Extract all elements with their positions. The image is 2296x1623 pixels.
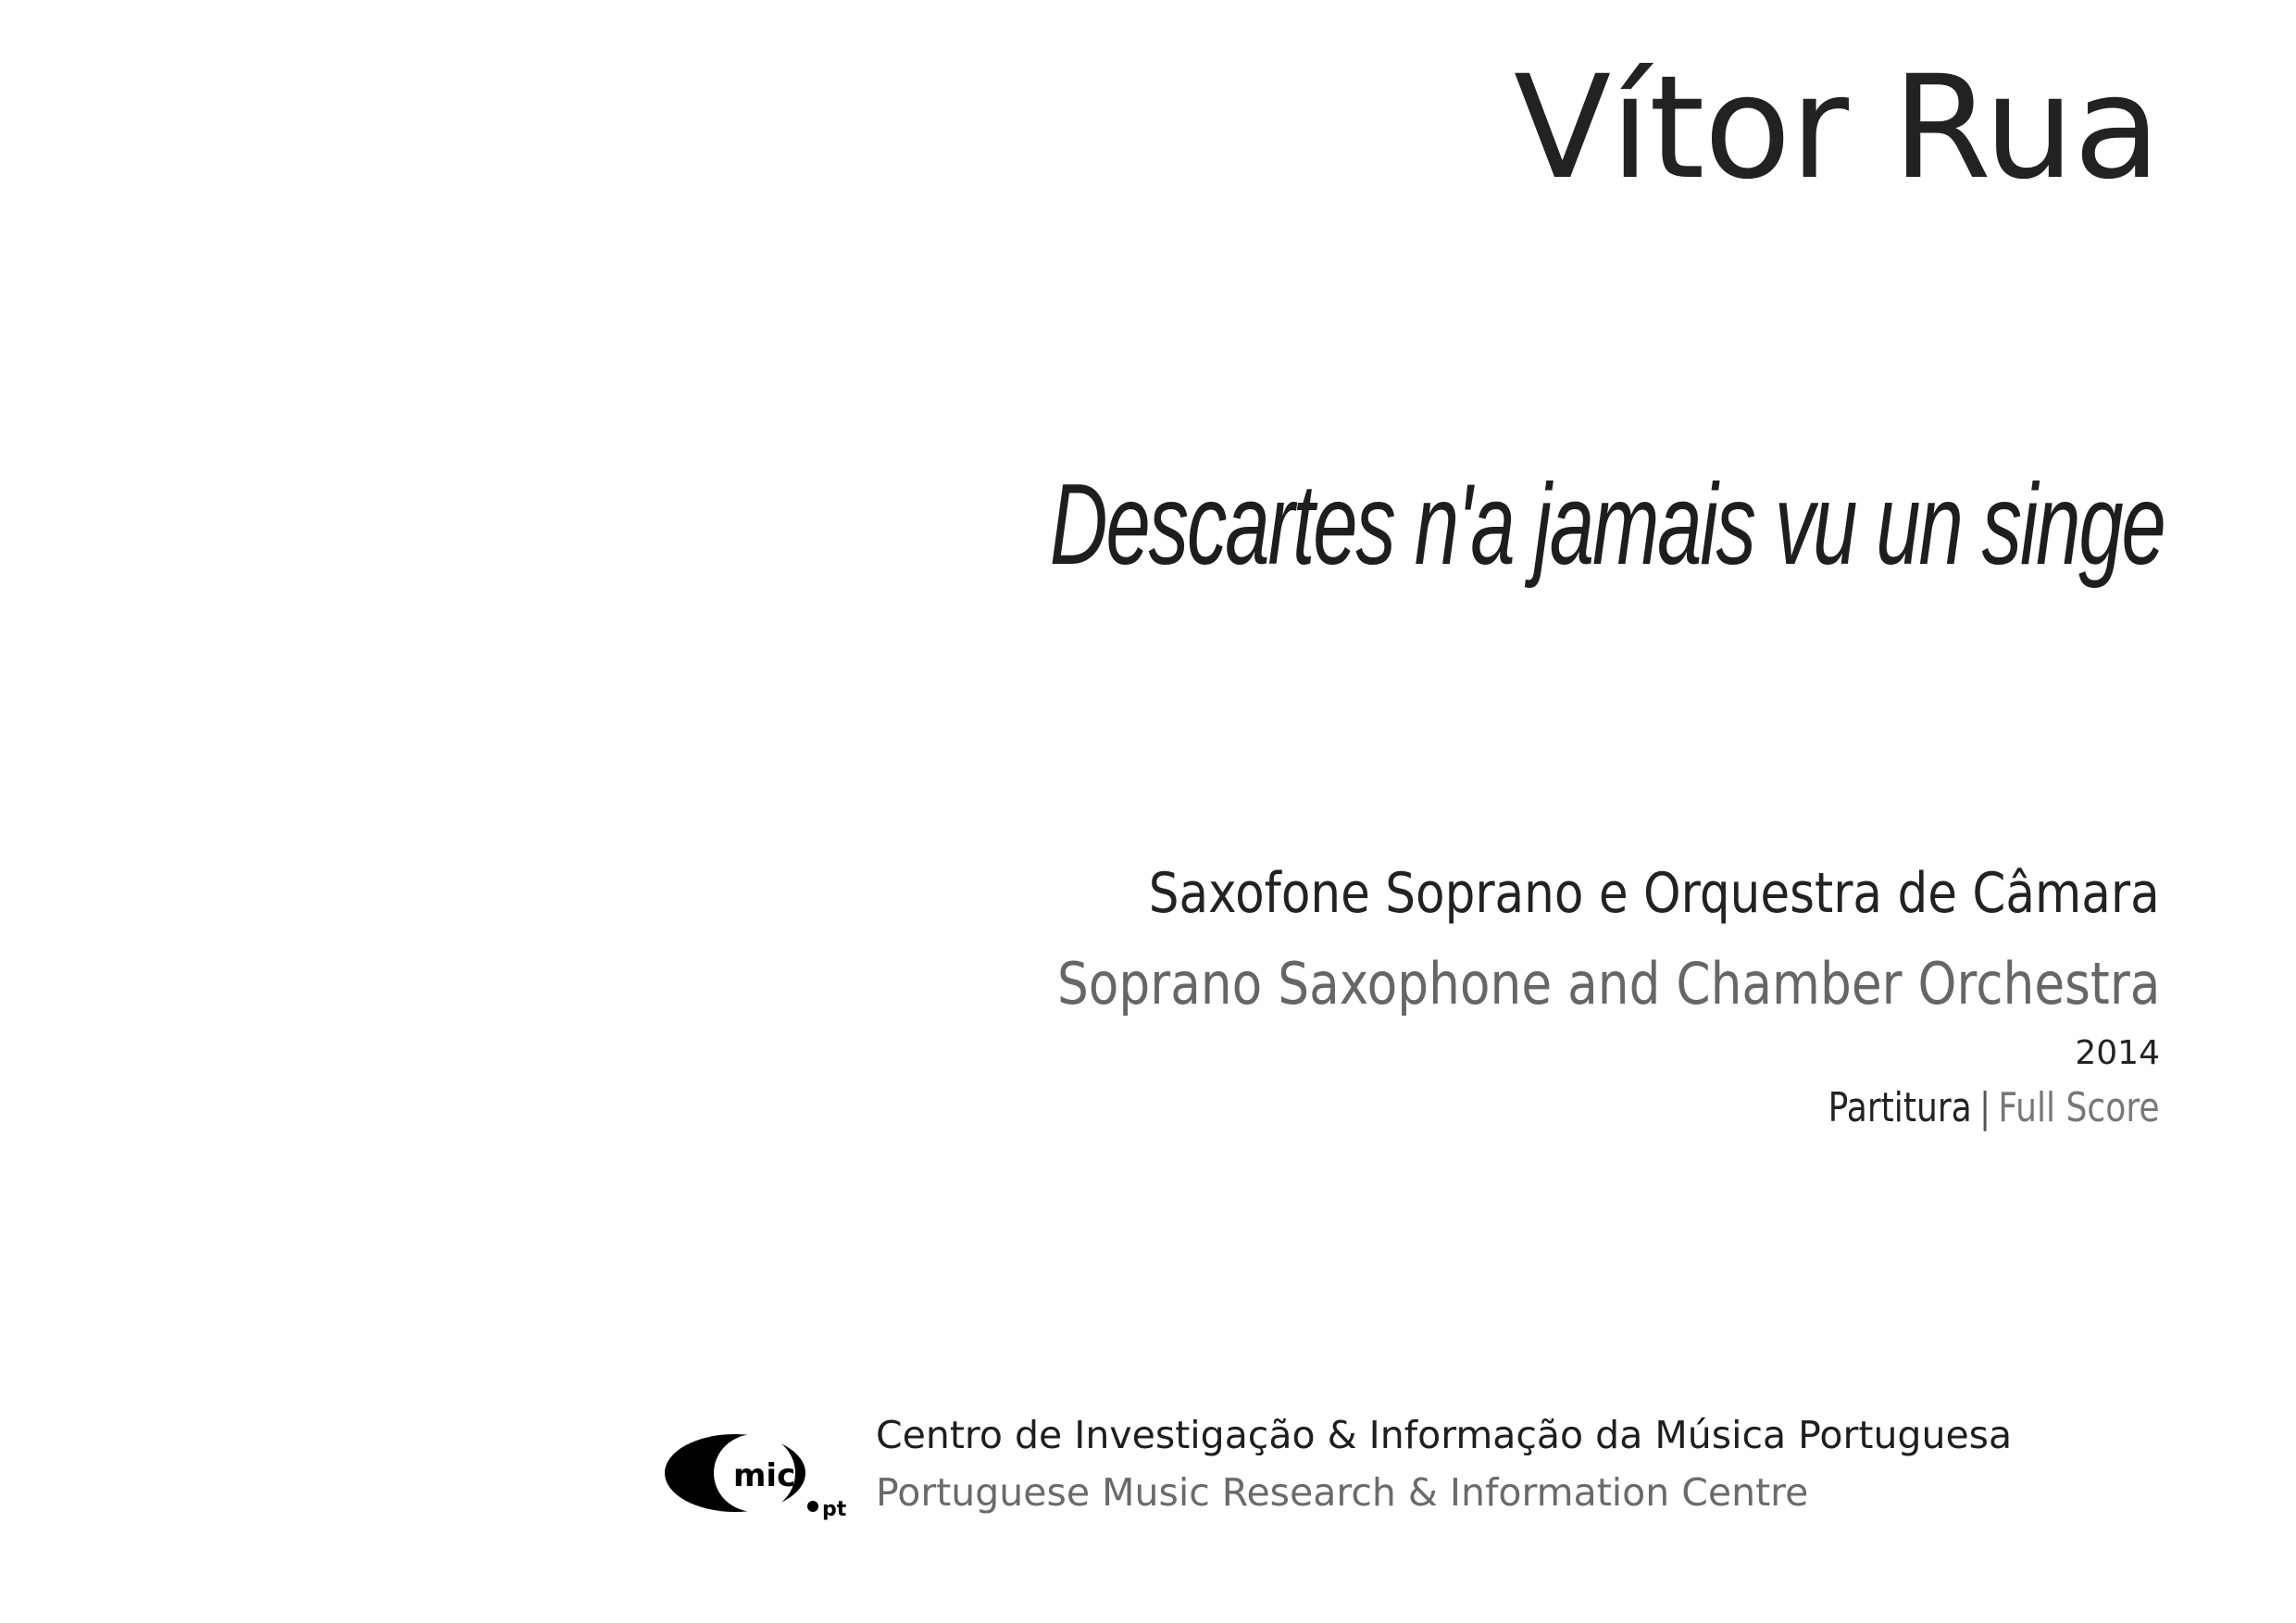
instrumentation-english: Soprano Saxophone and Chamber Orchestra bbox=[1056, 950, 2160, 1017]
composer-name: Vítor Rua bbox=[1513, 45, 2160, 211]
publisher-name-portuguese: Centro de Investigação & Informação da Música Portuguesa bbox=[876, 1413, 2013, 1457]
score-type-english: Full Score bbox=[1998, 1084, 2160, 1131]
composition-year: 2014 bbox=[2075, 1034, 2160, 1072]
work-title: Descartes n'a jamais vu un singe bbox=[1050, 461, 2165, 589]
score-type-separator: | bbox=[1979, 1084, 1991, 1131]
mic-pt-logo bbox=[659, 1430, 854, 1532]
logo-suffix: pt bbox=[822, 1498, 847, 1521]
publisher-name-english: Portuguese Music Research & Information Centre bbox=[876, 1470, 1809, 1515]
logo-text: mic bbox=[733, 1457, 796, 1494]
score-type bbox=[1828, 1084, 2160, 1131]
score-type-portuguese: Partitura bbox=[1828, 1084, 1973, 1131]
instrumentation-portuguese: Saxofone Soprano e Orquestra de Câmara bbox=[1149, 861, 2160, 926]
